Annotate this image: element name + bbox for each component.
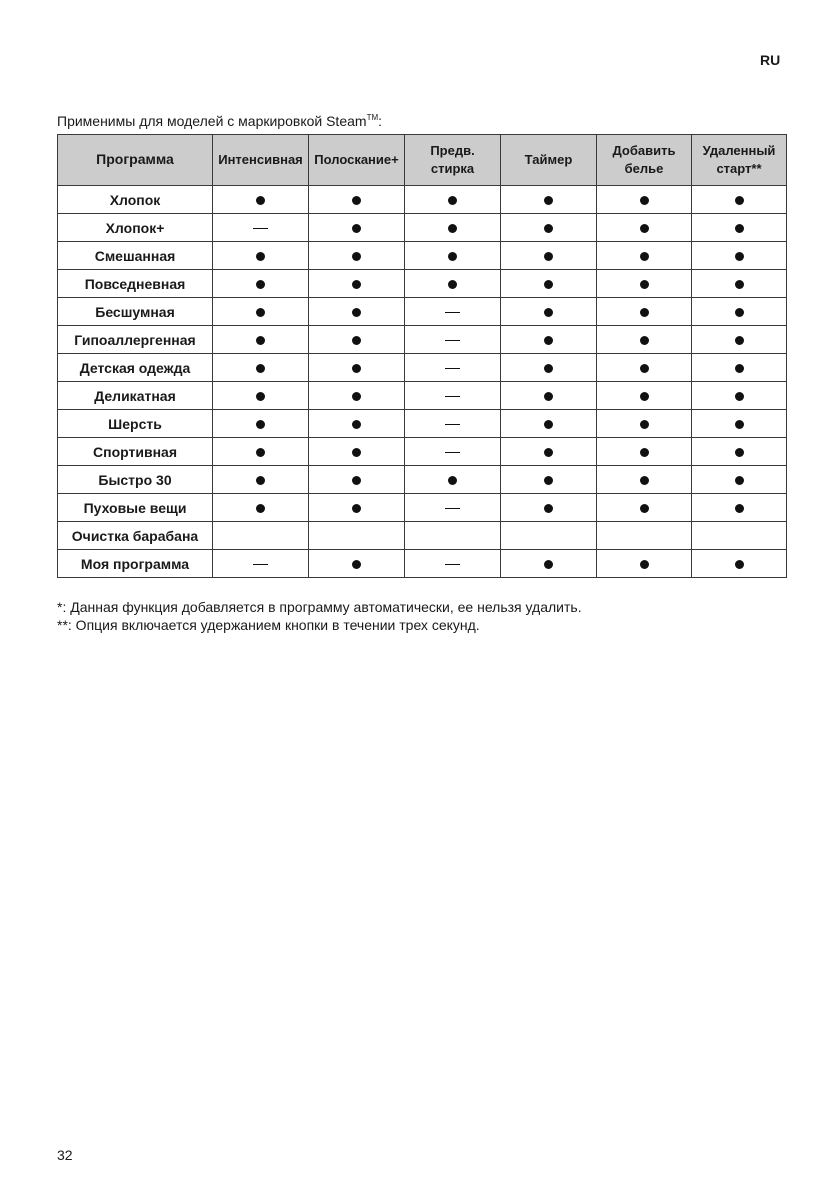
option-cell [213, 354, 309, 382]
table-row [58, 494, 787, 522]
option-cell [597, 354, 692, 382]
dot-mark [352, 336, 361, 345]
table-row [58, 270, 787, 298]
header-prewash: Предв. стирка [405, 135, 501, 186]
option-cell [501, 382, 597, 410]
table-row [58, 466, 787, 494]
table-header-row [58, 135, 787, 186]
option-cell [213, 270, 309, 298]
program-name: Хлопок+ [58, 214, 213, 242]
option-cell [692, 494, 787, 522]
dot-mark [256, 196, 265, 205]
option-cell [213, 242, 309, 270]
program-name: Хлопок [58, 186, 213, 214]
dash-mark [445, 424, 460, 425]
option-cell [692, 326, 787, 354]
program-name: Пуховые вещи [58, 494, 213, 522]
dot-mark [256, 308, 265, 317]
option-cell [405, 242, 501, 270]
option-cell [692, 466, 787, 494]
dot-mark [544, 476, 553, 485]
option-cell [309, 270, 405, 298]
option-cell [309, 494, 405, 522]
option-cell [309, 298, 405, 326]
table-row [58, 522, 787, 550]
option-cell [309, 214, 405, 242]
dot-mark [256, 420, 265, 429]
dot-mark [256, 392, 265, 401]
option-cell [309, 410, 405, 438]
dash-mark [253, 228, 268, 229]
option-cell [597, 242, 692, 270]
header-rinse-plus: Полоскание+ [309, 135, 405, 186]
dot-mark [544, 252, 553, 261]
option-cell [501, 326, 597, 354]
option-cell [405, 466, 501, 494]
option-cell [213, 186, 309, 214]
header-remote-start: Удаленный старт** [692, 135, 787, 186]
option-cell [692, 242, 787, 270]
dot-mark [640, 392, 649, 401]
option-cell [692, 270, 787, 298]
option-cell [692, 354, 787, 382]
dot-mark [352, 308, 361, 317]
program-name: Смешанная [58, 242, 213, 270]
option-cell [405, 410, 501, 438]
dash-mark [253, 564, 268, 565]
empty-cell [213, 522, 309, 550]
header-program: Программа [58, 135, 213, 186]
dot-mark [735, 308, 744, 317]
option-cell [597, 382, 692, 410]
dot-mark [352, 252, 361, 261]
dot-mark [640, 224, 649, 233]
option-cell [213, 382, 309, 410]
header-intensive: Интенсивная [213, 135, 309, 186]
dot-mark [352, 224, 361, 233]
dash-mark [445, 452, 460, 453]
dot-mark [448, 252, 457, 261]
dot-mark [352, 364, 361, 373]
option-cell [309, 326, 405, 354]
dot-mark [544, 364, 553, 373]
option-cell [309, 242, 405, 270]
dot-mark [448, 280, 457, 289]
option-cell [501, 298, 597, 326]
option-cell [405, 354, 501, 382]
option-cell [309, 550, 405, 578]
dot-mark [352, 392, 361, 401]
footnote-auto: *: Данная функция добавляется в программу автоматически, ее нельзя удалить. [57, 599, 582, 615]
option-cell [692, 298, 787, 326]
dot-mark [544, 420, 553, 429]
dot-mark [448, 224, 457, 233]
option-cell [501, 550, 597, 578]
dot-mark [735, 560, 744, 569]
dot-mark [544, 196, 553, 205]
dot-mark [256, 336, 265, 345]
program-name: Детская одежда [58, 354, 213, 382]
option-cell [309, 466, 405, 494]
option-cell [405, 382, 501, 410]
dot-mark [544, 504, 553, 513]
dot-mark [735, 280, 744, 289]
dash-mark [445, 396, 460, 397]
option-cell [501, 186, 597, 214]
option-cell [501, 242, 597, 270]
option-cell [213, 550, 309, 578]
dot-mark [256, 364, 265, 373]
program-name: Деликатная [58, 382, 213, 410]
option-cell [692, 382, 787, 410]
dot-mark [352, 560, 361, 569]
dot-mark [735, 224, 744, 233]
dot-mark [640, 448, 649, 457]
dot-mark [735, 252, 744, 261]
dot-mark [352, 476, 361, 485]
option-cell [405, 326, 501, 354]
intro-main: Применимы для моделей с маркировкой Steam [57, 113, 367, 129]
option-cell [692, 550, 787, 578]
footnote-remote: **: Опция включается удержанием кнопки в течении трех секунд. [57, 617, 480, 633]
option-cell [501, 410, 597, 438]
option-cell [309, 354, 405, 382]
dot-mark [352, 448, 361, 457]
dot-mark [640, 476, 649, 485]
option-cell [597, 298, 692, 326]
dot-mark [640, 280, 649, 289]
dot-mark [640, 252, 649, 261]
option-cell [309, 382, 405, 410]
option-cell [405, 270, 501, 298]
dot-mark [352, 420, 361, 429]
option-cell [405, 494, 501, 522]
dot-mark [640, 364, 649, 373]
dash-mark [445, 340, 460, 341]
option-cell [501, 270, 597, 298]
option-cell [501, 466, 597, 494]
dot-mark [735, 196, 744, 205]
table-row [58, 382, 787, 410]
page-number: 32 [57, 1147, 73, 1163]
trademark-mark: TM [366, 113, 379, 122]
option-cell [501, 438, 597, 466]
option-cell [213, 326, 309, 354]
option-cell [309, 186, 405, 214]
option-cell [692, 410, 787, 438]
dot-mark [544, 392, 553, 401]
dash-mark [445, 312, 460, 313]
dot-mark [352, 504, 361, 513]
dot-mark [640, 420, 649, 429]
dash-mark [445, 564, 460, 565]
dot-mark [640, 560, 649, 569]
option-cell [692, 186, 787, 214]
language-code: RU [760, 52, 781, 68]
dot-mark [735, 392, 744, 401]
table-row [58, 214, 787, 242]
intro-text [57, 113, 382, 129]
dot-mark [448, 196, 457, 205]
dot-mark [256, 476, 265, 485]
dot-mark [352, 196, 361, 205]
dot-mark [735, 364, 744, 373]
option-cell [597, 326, 692, 354]
empty-cell [309, 522, 405, 550]
option-cell [597, 494, 692, 522]
dot-mark [256, 280, 265, 289]
dot-mark [448, 476, 457, 485]
header-timer: Таймер [501, 135, 597, 186]
option-cell [597, 270, 692, 298]
option-cell [405, 186, 501, 214]
option-cell [405, 550, 501, 578]
option-cell [597, 466, 692, 494]
header-add-laundry: Добавить белье [597, 135, 692, 186]
dot-mark [544, 224, 553, 233]
program-name: Спортивная [58, 438, 213, 466]
empty-cell [501, 522, 597, 550]
program-name: Бесшумная [58, 298, 213, 326]
dot-mark [735, 420, 744, 429]
empty-cell [692, 522, 787, 550]
dot-mark [735, 476, 744, 485]
dot-mark [256, 504, 265, 513]
option-cell [213, 466, 309, 494]
program-name: Быстро 30 [58, 466, 213, 494]
option-cell [597, 186, 692, 214]
option-cell [405, 214, 501, 242]
option-cell [213, 494, 309, 522]
option-cell [405, 298, 501, 326]
table-row [58, 298, 787, 326]
dot-mark [544, 336, 553, 345]
option-cell [501, 354, 597, 382]
option-cell [213, 410, 309, 438]
dot-mark [735, 504, 744, 513]
option-cell [692, 438, 787, 466]
option-cell [213, 214, 309, 242]
empty-cell [597, 522, 692, 550]
dash-mark [445, 368, 460, 369]
option-cell [597, 550, 692, 578]
dot-mark [352, 280, 361, 289]
footnotes [57, 598, 582, 634]
dot-mark [640, 336, 649, 345]
dot-mark [640, 308, 649, 317]
option-cell [597, 410, 692, 438]
option-cell [309, 438, 405, 466]
option-cell [597, 438, 692, 466]
dash-mark [445, 508, 460, 509]
option-cell [501, 214, 597, 242]
table-row [58, 242, 787, 270]
table-row [58, 550, 787, 578]
option-cell [501, 494, 597, 522]
program-name: Гипоаллергенная [58, 326, 213, 354]
dot-mark [544, 308, 553, 317]
dot-mark [735, 448, 744, 457]
option-cell [597, 214, 692, 242]
option-cell [213, 298, 309, 326]
dot-mark [544, 560, 553, 569]
dot-mark [256, 252, 265, 261]
dot-mark [640, 504, 649, 513]
dot-mark [640, 196, 649, 205]
table-row [58, 438, 787, 466]
program-name: Моя программа [58, 550, 213, 578]
dot-mark [544, 448, 553, 457]
empty-cell [405, 522, 501, 550]
table-row [58, 186, 787, 214]
intro-colon: : [378, 113, 383, 129]
program-name: Повседневная [58, 270, 213, 298]
option-cell [405, 438, 501, 466]
program-name: Очистка барабана [58, 522, 213, 550]
table-row [58, 326, 787, 354]
table-row [58, 354, 787, 382]
program-options-table [57, 134, 787, 578]
option-cell [213, 438, 309, 466]
dot-mark [544, 280, 553, 289]
table-row [58, 410, 787, 438]
dot-mark [256, 448, 265, 457]
dot-mark [735, 336, 744, 345]
program-name: Шерсть [58, 410, 213, 438]
option-cell [692, 214, 787, 242]
